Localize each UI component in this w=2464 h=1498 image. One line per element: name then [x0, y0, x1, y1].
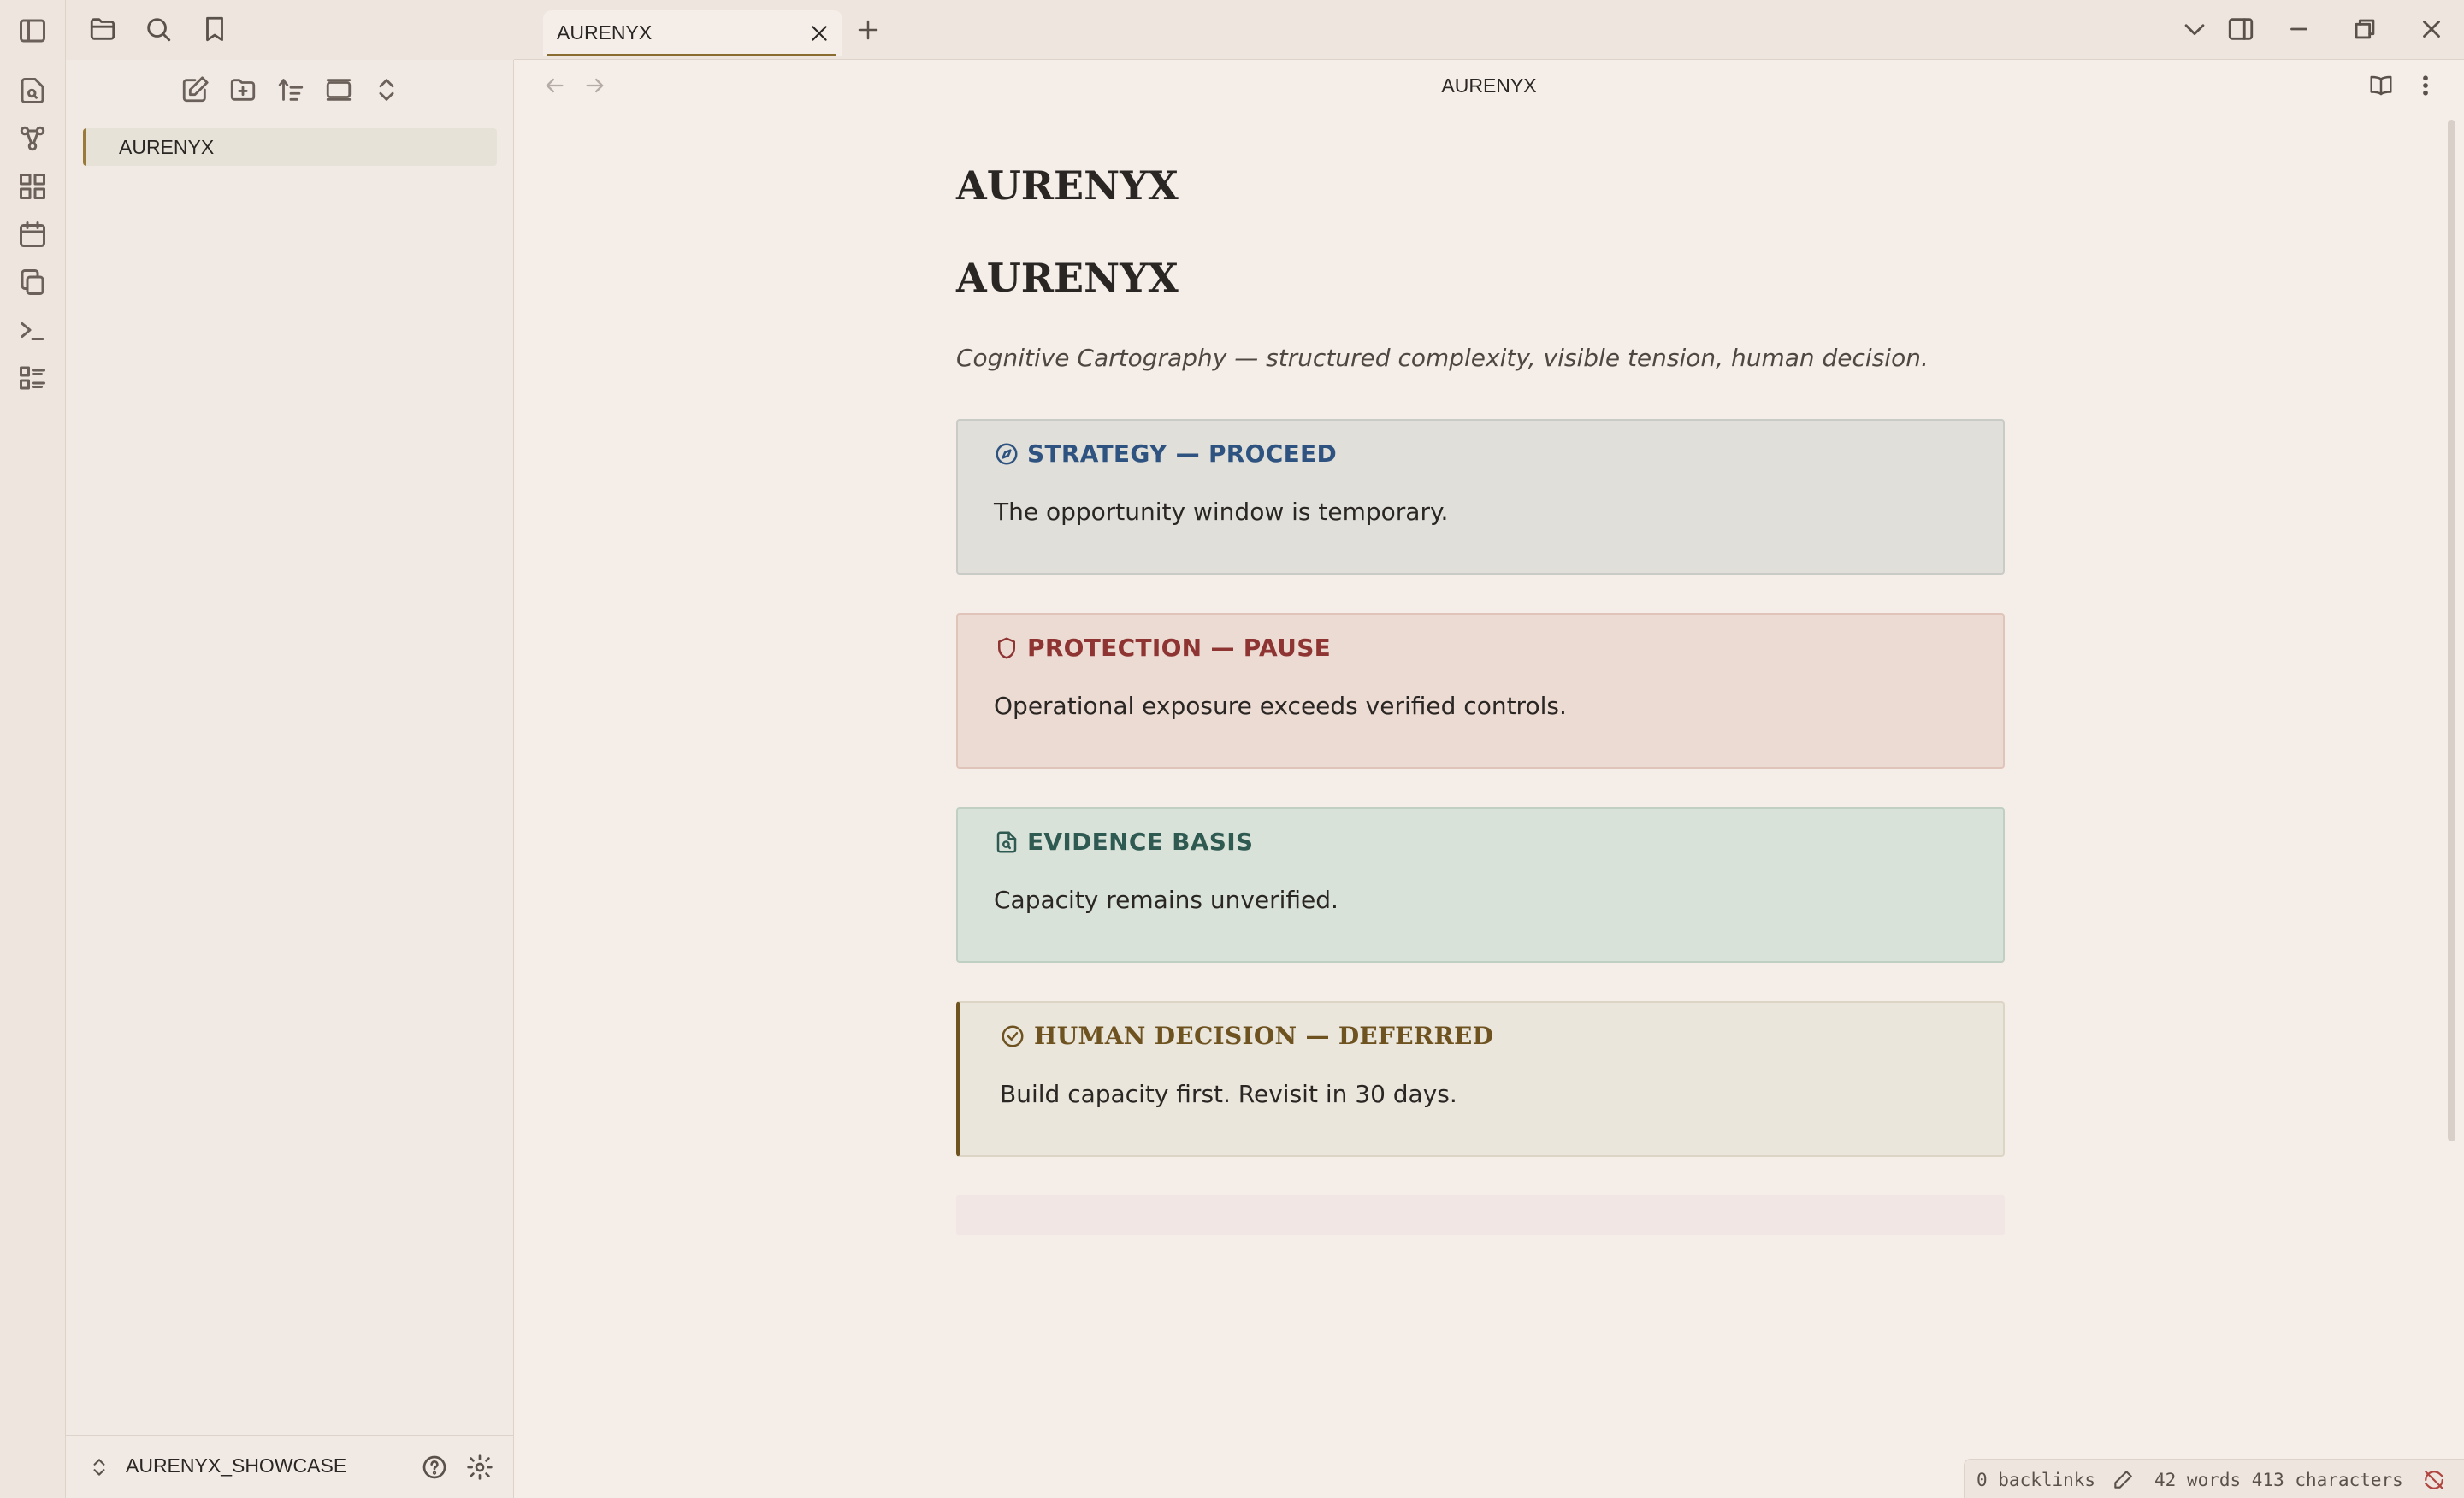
expand-collapse-icon[interactable]: [372, 75, 401, 104]
close-tab-icon[interactable]: [808, 22, 830, 44]
file-tree-item-label: AURENYX: [119, 136, 215, 158]
empty-block[interactable]: [956, 1195, 2005, 1235]
open-quick-switcher-icon[interactable]: [17, 75, 48, 106]
close-window-icon[interactable]: [2417, 15, 2446, 44]
callout-body: Build capacity first. Revisit in 30 days.: [1000, 1080, 1457, 1108]
view-title: AURENYX: [1441, 74, 1537, 97]
tab-list-chevron-icon[interactable]: [2180, 15, 2209, 44]
file-tree-item[interactable]: [83, 128, 497, 166]
shield-icon: [994, 635, 1019, 661]
bookmark-icon[interactable]: [200, 15, 229, 44]
file-search-icon: [994, 829, 1019, 855]
callout-strategy: [956, 419, 2005, 575]
calendar-icon[interactable]: [17, 219, 48, 250]
right-sidebar-toggle-icon[interactable]: [2226, 15, 2255, 44]
callout-title: HUMAN DECISION — DEFERRED: [1034, 1022, 1494, 1050]
sort-order-icon[interactable]: [276, 75, 305, 104]
callout-body: Operational exposure exceeds verified controls.: [994, 692, 1567, 720]
search-icon[interactable]: [144, 15, 173, 44]
callout-body: Capacity remains unverified.: [994, 886, 1338, 914]
minimize-icon[interactable]: [2284, 15, 2313, 44]
left-sidebar: [66, 0, 514, 1498]
callout-evidence: [956, 807, 2005, 963]
sidebar-tab-header: [66, 0, 514, 60]
view-header: [514, 60, 2464, 115]
status-bar: [1964, 1459, 2464, 1498]
copy-files-icon[interactable]: [17, 267, 48, 298]
word-character-count: 42 words 413 characters: [2154, 1470, 2403, 1490]
callout-body: The opportunity window is temporary.: [994, 498, 1449, 526]
canvas-icon[interactable]: [17, 171, 48, 202]
settings-gear-icon[interactable]: [466, 1454, 493, 1481]
graph-view-icon[interactable]: [17, 123, 48, 154]
heading-2: AURENYX: [956, 255, 1179, 301]
templates-icon[interactable]: [17, 363, 48, 393]
chevron-up-down-icon[interactable]: [88, 1456, 110, 1478]
help-icon[interactable]: [421, 1454, 448, 1481]
restore-window-icon[interactable]: [2350, 15, 2379, 44]
tab-bar: [514, 0, 2464, 60]
vault-name[interactable]: AURENYX_SHOWCASE: [126, 1454, 347, 1477]
check-circle-icon: [1000, 1023, 1025, 1049]
subtitle: Cognitive Cartography — structured complexity, visible tension, human decision.: [956, 344, 1929, 372]
terminal-icon[interactable]: [17, 315, 48, 345]
heading-1: AURENYX: [956, 162, 1179, 209]
compass-icon: [994, 441, 1019, 467]
reading-view-book-icon[interactable]: [2368, 73, 2394, 98]
edit-pencil-icon[interactable]: [2112, 1469, 2134, 1491]
new-folder-icon[interactable]: [228, 75, 257, 104]
vault-switcher: [66, 1435, 514, 1498]
backlinks-count[interactable]: 0 backlinks: [1977, 1470, 2096, 1490]
more-options-icon[interactable]: [2413, 73, 2438, 98]
callout-title: STRATEGY — PROCEED: [1027, 439, 1338, 468]
new-tab-icon[interactable]: [855, 17, 881, 43]
callout-decision: [956, 1001, 2005, 1157]
callout-title: EVIDENCE BASIS: [1027, 828, 1254, 856]
new-note-icon[interactable]: [180, 75, 210, 104]
callout-title: PROTECTION — PAUSE: [1027, 634, 1332, 662]
sidebar-toggle-icon[interactable]: [17, 15, 48, 46]
tab-title: AURENYX: [557, 21, 653, 44]
folder-icon[interactable]: [88, 15, 117, 44]
tab-aurenyx[interactable]: [543, 10, 842, 56]
sync-off-icon[interactable]: [2423, 1469, 2445, 1491]
callout-protection: [956, 613, 2005, 769]
auto-reveal-icon[interactable]: [324, 75, 353, 104]
scrollbar[interactable]: [2448, 120, 2455, 1141]
ribbon: [0, 0, 66, 1498]
